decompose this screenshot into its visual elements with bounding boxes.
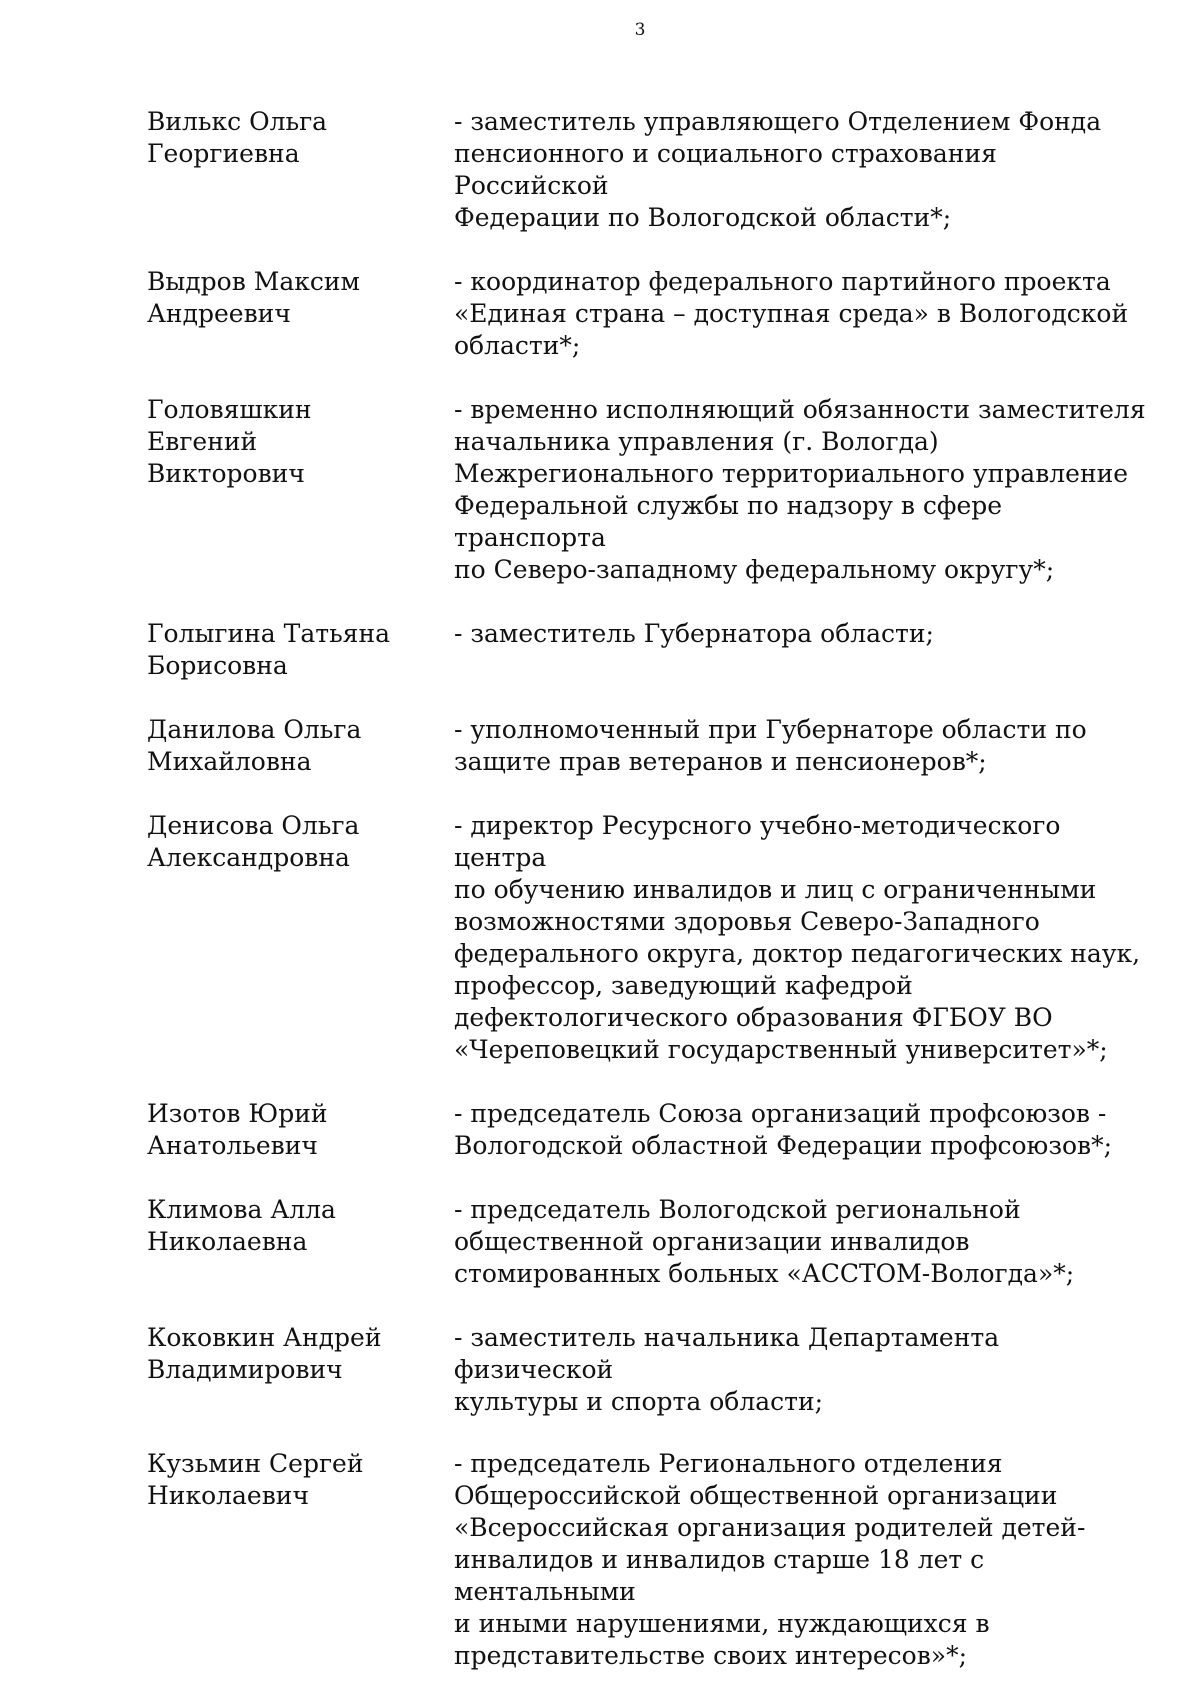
member-row (147, 266, 1147, 362)
member-role: - уполномоченный при Губернаторе области по защите прав ветеранов и пенсионеров*; (454, 715, 1087, 776)
member-row (147, 1194, 1147, 1290)
member-row (147, 1322, 1147, 1418)
member-name: Выдров Максим Андреевич (147, 267, 360, 328)
member-row (147, 106, 1147, 234)
member-role: - председатель Вологодской региональной общественной организации инвалидов стомированных больных «АССТОМ-Вологда»*; (454, 1195, 1075, 1288)
member-list (147, 106, 1147, 1704)
member-role: - председатель Регионального отделения Общероссийской общественной организации «Всероссийская организация родителей детей- инвалидов и инвалидов старше 18 лет с ментальными и иными нарушениями, нуждающихся в представительстве своих интересов»*; (454, 1449, 1086, 1670)
member-name: Кузьмин Сергей Николаевич (147, 1449, 364, 1510)
member-name: Коковкин Андрей Владимирович (147, 1323, 382, 1384)
member-role: - координатор федерального партийного проекта «Единая страна – доступная среда» в Вологодской области*; (454, 267, 1129, 360)
member-row (147, 714, 1147, 778)
member-role: - директор Ресурсного учебно-методического центра по обучению инвалидов и лиц с ограниченными возможностями здоровья Северо-Западного федерального округа, доктор педагогических наук, профессор, заведующий кафедрой дефектологического образования ФГБОУ ВО «Череповецкий государственный университет»*; (454, 811, 1141, 1064)
member-role: - заместитель управляющего Отделением Фонда пенсионного и социального страхования Российской Федерации по Вологодской области*; (454, 107, 1102, 232)
member-row (147, 618, 1147, 682)
member-name: Данилова Ольга Михайловна (147, 715, 362, 776)
member-name: Климова Алла Николаевна (147, 1195, 336, 1256)
member-row (147, 810, 1147, 1066)
page-number: 3 (634, 20, 646, 40)
member-row (147, 394, 1147, 586)
member-row (147, 1448, 1147, 1672)
member-role: - временно исполняющий обязанности заместителя начальника управления (г. Вологда) Межрегионального территориального управление Федеральной службы по надзору в сфере транспорта по Северо-западному федеральному округу*; (454, 395, 1146, 584)
member-role: - заместитель Губернатора области; (454, 619, 934, 648)
member-role: - заместитель начальника Департамента физической культуры и спорта области; (454, 1323, 1000, 1416)
member-name: Изотов Юрий Анатольевич (147, 1099, 328, 1160)
member-name: Головяшкин Евгений Викторович (147, 395, 312, 488)
member-name: Денисова Ольга Александровна (147, 811, 360, 872)
member-row (147, 1098, 1147, 1162)
member-name: Вилькс Ольга Георгиевна (147, 107, 328, 168)
member-name: Голыгина Татьяна Борисовна (147, 619, 391, 680)
member-role: - председатель Союза организаций профсоюзов - Вологодской областной Федерации профсоюзов*; (454, 1099, 1113, 1160)
